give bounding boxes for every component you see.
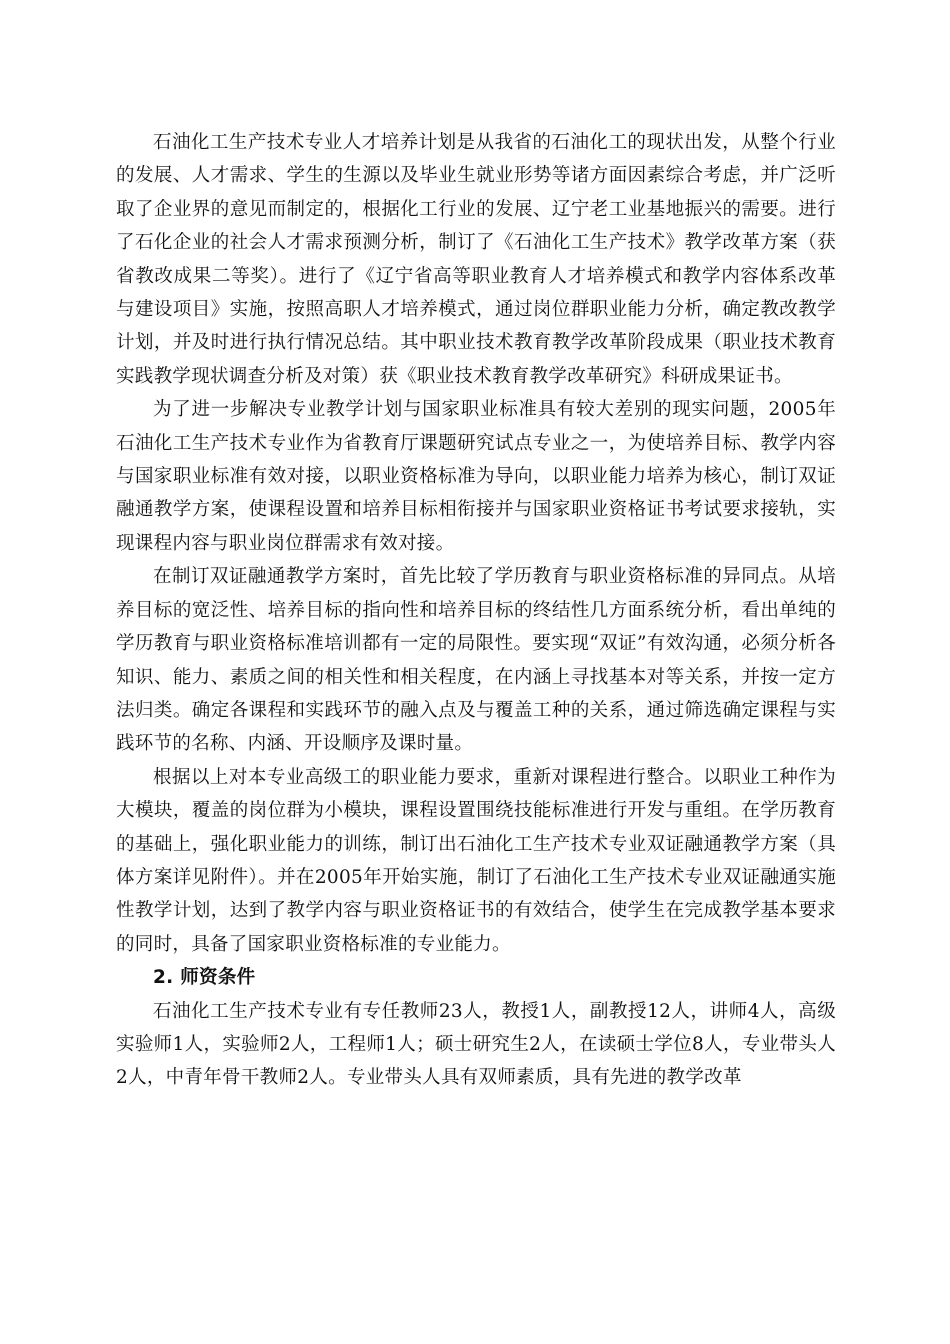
paragraph-dual-certificate-method: 在制订双证融通教学方案时，首先比较了学历教育与职业资格标准的异同点。从培养目标的宽泛性、培养目标的指向性和培养目标的终结性几方面系统分析，看出单纯的学历教育与职业资格标准培训都有一定的局限性。要实现“双证”有效沟通，必须分析各知识、能力、素质之间的相关性和相关程度，在内涵上寻找基本对等关系，并按一定方法归类。确定各课程和实践环节的融入点及与覆盖工种的关系，通过筛选确定课程与实践环节的名称、内涵、开设顺序及课时量。 <box>116 566 836 755</box>
paragraph-faculty: 石油化工生产技术专业有专任教师23人，教授1人，副教授12人，讲师4人，高级实验师1人，实验师2人，工程师1人；硕士研究生2人，在读硕士学位8人，专业带头人2人，中青年骨干教师2人。专业带头人具有双师素质，具有先进的教学改革 <box>116 1000 836 1089</box>
paragraph-course-integration: 根据以上对本专业高级工的职业能力要求，重新对课程进行整合。以职业工种作为大模块，覆盖的岗位群为小模块，课程设置围绕技能标准进行开发与重组。在学历教育的基础上，强化职业能力的训练，制订出石油化工生产技术专业双证融通教学方案（具体方案详见附件）。并在2005年开始实施，制订了石油化工生产技术专业双证融通实施性教学计划，达到了教学内容与职业资格证书的有效结合，使学生在完成教学基本要求的同时，具备了国家职业资格标准的专业能力。 <box>116 766 836 955</box>
paragraph-talent-plan: 石油化工生产技术专业人才培养计划是从我省的石油化工的现状出发，从整个行业的发展、人才需求、学生的生源以及毕业生就业形势等诸方面因素综合考虑，并广泛听取了企业界的意见而制定的，根据化工行业的发展、辽宁老工业基地振兴的需要。进行了石化企业的社会人才需求预测分析，制订了《石油化工生产技术》教学改革方案（获省教改成果二等奖）。进行了《辽宁省高等职业教育人才培养模式和教学内容体系改革与建设项目》实施，按照高职人才培养模式，通过岗位群职业能力分析，确定教改教学计划，并及时进行执行情况总结。其中职业技术教育教学改革阶段成果（职业技术教育实践教学现状调查分析及对策）获《职业技术教育教学改革研究》科研成果证书。 <box>116 132 836 387</box>
section-heading-faculty: 2. 师资条件 <box>153 967 256 989</box>
paragraph-dual-certificate-problem: 为了进一步解决专业教学计划与国家职业标准具有较大差别的现实问题，2005年石油化工生产技术专业作为省教育厅课题研究试点专业之一，为使培养目标、教学内容与国家职业标准有效对接，以职业资格标准为导向，以职业能力培养为核心，制订双证融通教学方案，使课程设置和培养目标相衔接并与国家职业资格证书考试要求接轨，实现课程内容与职业岗位群需求有效对接。 <box>116 399 836 554</box>
document-body <box>116 126 836 1095</box>
